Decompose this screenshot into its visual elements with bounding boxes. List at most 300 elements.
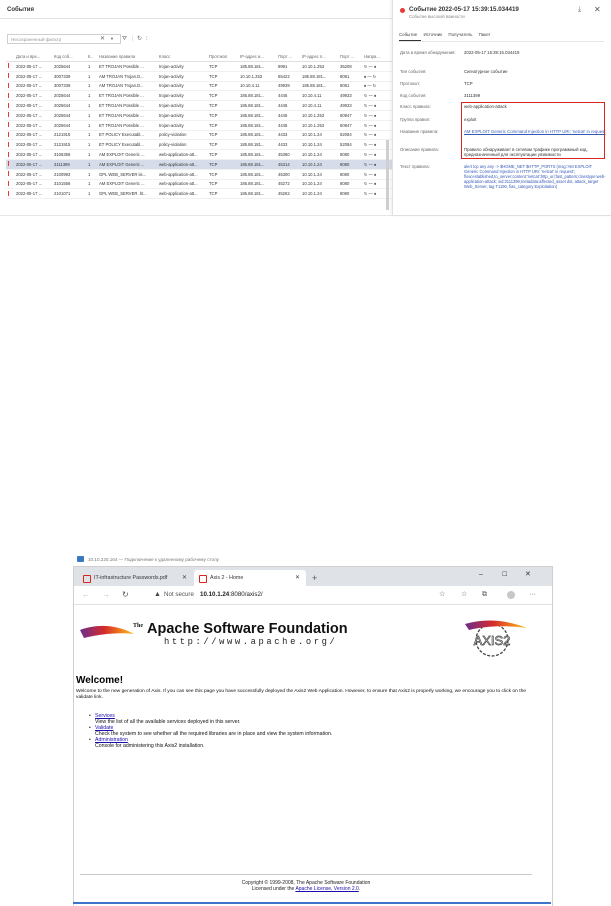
table-cell: ↻ — ♠	[362, 169, 392, 179]
remote-desktop-icon	[77, 556, 84, 562]
tab-title: IT-infrastructure Passwords.pdf	[94, 575, 168, 581]
table-row[interactable]	[6, 120, 392, 130]
tab-destination[interactable]: Получатель	[448, 32, 473, 37]
table-cell: 2022-05-17 ...	[14, 169, 52, 179]
table-cell: TCP	[207, 179, 238, 189]
severity-cell	[6, 91, 14, 101]
table-cell: 9991	[276, 62, 300, 72]
tab-axis2-home[interactable]	[194, 570, 306, 586]
severity-mark	[8, 122, 9, 127]
events-table	[6, 52, 392, 199]
table-cell: 45272	[276, 179, 300, 189]
table-cell: 2022-05-17 ...	[14, 150, 52, 160]
table-cell: 10.10.1.24	[300, 189, 338, 199]
table-cell: ♠ — ↻	[362, 71, 392, 81]
table-scrollbar[interactable]	[386, 140, 389, 210]
table-cell: 185.88.181...	[238, 159, 276, 169]
table-cell: 49933	[338, 101, 362, 111]
table-cell: 2022-05-17 ...	[14, 101, 52, 111]
url-path: :8080/axis2/	[229, 591, 263, 598]
table-cell: 1	[86, 101, 97, 111]
column-header[interactable]: Напра...	[362, 52, 392, 62]
table-cell: ↻ — ♠	[362, 101, 392, 111]
close-icon[interactable]: ✕	[594, 5, 601, 14]
link-description: Console for administering this Axis2 installation.	[95, 743, 205, 750]
chevron-down-icon[interactable]: ▼	[110, 36, 114, 41]
column-header[interactable]: Код соб...	[52, 52, 86, 62]
severity-mark	[8, 112, 9, 117]
asf-the: The	[133, 623, 144, 629]
table-cell: 2022-05-17 ...	[14, 120, 52, 130]
table-cell: 1	[86, 140, 97, 150]
table-cell: ♠ — ↻	[362, 81, 392, 91]
footer-bar	[73, 902, 551, 904]
event-title: Событие 2022-05-17 15:39:15.034419	[409, 6, 519, 13]
tab-event[interactable]: Событие	[399, 32, 418, 37]
table-cell: ↻ — ♠	[362, 110, 392, 120]
table-cell: web-application-att...	[157, 189, 207, 199]
table-cell: 2022-05-17 ...	[14, 110, 52, 120]
table-cell: web-application-att...	[157, 150, 207, 160]
bullet: •	[89, 713, 91, 719]
severity-cell	[6, 71, 14, 81]
table-cell: TCP	[207, 62, 238, 72]
table-cell: TCP	[207, 150, 238, 160]
severity-mark	[8, 73, 9, 78]
table-cell: 45360	[276, 150, 300, 160]
table-cell: 3106358	[52, 150, 86, 160]
tab-source[interactable]: Источник	[423, 32, 443, 37]
table-cell: web-application-att...	[157, 159, 207, 169]
asf-url: http://www.apache.org/	[164, 637, 338, 647]
severity-mark	[8, 161, 9, 166]
table-cell: TCP	[207, 159, 238, 169]
axis2-logo	[455, 616, 530, 660]
severity-column	[6, 52, 14, 62]
table-cell: 185.88.181...	[238, 91, 276, 101]
table-cell: trojan-activity	[157, 110, 207, 120]
table-cell: 3101556	[52, 179, 86, 189]
table-cell: 10.10.4.11	[238, 81, 276, 91]
table-cell: ↻ — ♠	[362, 62, 392, 72]
table-cell: TCP	[207, 120, 238, 130]
severity-cell	[6, 169, 14, 179]
active-tab-indicator	[399, 40, 421, 41]
field-label-event-code: Код события:	[400, 93, 427, 98]
field-label-rule-class: Класс правила:	[400, 104, 431, 109]
table-cell: ↻ — ♠	[362, 179, 392, 189]
severity-cell	[6, 101, 14, 111]
table-cell: 2025644	[52, 91, 86, 101]
favorite-star-icon[interactable]: ☆	[439, 591, 446, 598]
table-header	[6, 52, 392, 62]
table-cell: 2022-05-17 ...	[14, 179, 52, 189]
field-value-rule-group: exploit	[464, 117, 477, 122]
table-cell: 49933	[338, 91, 362, 101]
table-cell: 2025644	[52, 120, 86, 130]
license-line	[80, 886, 532, 892]
table-cell: ↻ — ♠	[362, 91, 392, 101]
table-cell: 1	[86, 71, 97, 81]
table-cell: 10.10.1.253	[300, 110, 338, 120]
table-cell: TCP	[207, 189, 238, 199]
table-cell: trojan-activity	[157, 62, 207, 72]
table-cell: 10.10.1.253	[238, 71, 276, 81]
table-cell: 2022-05-17 ...	[14, 130, 52, 140]
field-value-detect-time: 2022-05-17 15:39:15.034419	[464, 50, 520, 55]
services-link[interactable]: Services	[95, 713, 115, 719]
table-cell: 60947	[338, 110, 362, 120]
list-item	[89, 713, 332, 726]
table-cell: 1	[86, 91, 97, 101]
download-icon[interactable]: ⤓	[578, 6, 582, 13]
table-row[interactable]	[6, 159, 392, 169]
table-cell: 2022-05-17 ...	[14, 62, 52, 72]
detail-tabs	[399, 32, 496, 37]
tab-packet[interactable]: Пакет	[478, 32, 491, 37]
table-cell: TCP	[207, 130, 238, 140]
table-cell: 4445	[276, 101, 300, 111]
severity-mark	[8, 142, 9, 147]
table-cell: ET TROJAN Possible ...	[97, 120, 157, 130]
table-cell: 10.10.1.24	[300, 150, 338, 160]
severity-mark	[8, 191, 9, 196]
table-cell: 2022-05-17 ...	[14, 91, 52, 101]
table-cell: 4445	[276, 110, 300, 120]
table-cell: 65422	[276, 71, 300, 81]
table-cell: ↻ — ♠	[362, 120, 392, 130]
table-cell: 3111399	[52, 159, 86, 169]
axis2-logo-text: AXIS2	[473, 633, 511, 648]
table-cell: TCP	[207, 101, 238, 111]
columns-settings-icon[interactable]: ⫶	[146, 36, 148, 42]
table-cell: 185.88.181...	[238, 189, 276, 199]
back-icon[interactable]: ←	[82, 590, 90, 599]
table-cell: web-application-att...	[157, 169, 207, 179]
tab-title: Axis 2 - Home	[210, 575, 244, 581]
table-cell: 8080	[338, 150, 362, 160]
table-cell: TCP	[207, 169, 238, 179]
rule-name-link[interactable]: AM EXPLOIT Generic Command Injection in HTTP URI: 'netcat' in request	[464, 129, 606, 134]
field-label-protocol: Протокол:	[400, 81, 421, 86]
table-cell: TCP	[207, 110, 238, 120]
severity-cell	[6, 130, 14, 140]
table-cell: 185.88.181...	[238, 169, 276, 179]
table-cell: ↻ — ♠	[362, 159, 392, 169]
table-cell: 1	[86, 189, 97, 199]
table-cell: 4445	[276, 91, 300, 101]
table-cell: 2025644	[52, 110, 86, 120]
column-header[interactable]: Протокол	[207, 52, 238, 62]
table-cell: TCP	[207, 71, 238, 81]
severity-cell	[6, 110, 14, 120]
refresh-icon[interactable]: ↻	[137, 36, 143, 42]
table-cell: 45262	[276, 189, 300, 199]
table-cell: 1	[86, 150, 97, 160]
severity-mark	[8, 93, 9, 98]
new-tab-icon[interactable]: +	[312, 573, 318, 583]
field-value-protocol: TCP	[464, 81, 473, 86]
severity-mark	[8, 181, 9, 186]
field-value-rule-description: Правило обнаруживает в сетевом трафике программный код, предназначенный для эксплуатации уязвимости	[464, 147, 588, 158]
table-cell: 10.10.4.11	[300, 91, 338, 101]
table-cell: trojan-activity	[157, 101, 207, 111]
table-cell: 45314	[276, 159, 300, 169]
clear-filter-icon[interactable]: ✕	[100, 36, 106, 42]
asf-name: Apache Software Foundation	[147, 621, 348, 637]
column-header[interactable]: Название правила	[97, 52, 157, 62]
table-cell: policy-violation	[157, 130, 207, 140]
table-row[interactable]	[6, 189, 392, 199]
table-row[interactable]	[6, 130, 392, 140]
table-cell: ET POLICY Executabl...	[97, 130, 157, 140]
field-value-event-code: 3111399	[464, 93, 481, 98]
severity-cell	[6, 179, 14, 189]
table-cell: 8081	[338, 81, 362, 91]
column-header[interactable]: IP-адрес и...	[238, 52, 276, 62]
table-cell: 1	[86, 169, 97, 179]
table-cell: 185.88.181...	[238, 140, 276, 150]
table-cell: 49939	[276, 81, 300, 91]
warning-icon[interactable]: ▲	[154, 591, 161, 598]
table-cell: ET TROJAN Possible ...	[97, 101, 157, 111]
table-body	[6, 62, 392, 199]
table-cell: 185.88.181...	[238, 120, 276, 130]
table-row[interactable]	[6, 91, 392, 101]
funnel-icon[interactable]: ⛛	[122, 36, 128, 42]
table-cell: 10.10.1.24	[300, 140, 338, 150]
table-row[interactable]	[6, 169, 392, 179]
links-list	[89, 713, 333, 750]
table-cell: 60947	[338, 120, 362, 130]
column-header[interactable]: Порт ...	[338, 52, 362, 62]
table-cell: 1	[86, 159, 97, 169]
severity-cell	[6, 159, 14, 169]
table-row[interactable]	[6, 179, 392, 189]
column-header[interactable]: К..	[86, 52, 97, 62]
column-header[interactable]: IP-адрес п...	[300, 52, 338, 62]
table-cell: 8081	[338, 71, 362, 81]
license-suffix: .	[358, 886, 361, 893]
table-cell: ET TROJAN Possible ...	[97, 110, 157, 120]
table-cell: 10.10.1.253	[300, 120, 338, 130]
severity-mark	[8, 152, 9, 157]
severity-cell	[6, 189, 14, 199]
table-cell: 2121915	[52, 140, 86, 150]
severity-cell	[6, 140, 14, 150]
table-cell: AM TROJAN Trojan.D...	[97, 81, 157, 91]
page-title: События	[7, 7, 34, 13]
table-cell: 4445	[276, 120, 300, 130]
table-cell: trojan-activity	[157, 91, 207, 101]
divider	[0, 18, 392, 19]
table-cell: AM EXPLOIT Generic ...	[97, 159, 157, 169]
table-cell: 52084	[338, 140, 362, 150]
table-cell: 10.10.4.11	[300, 101, 338, 111]
table-cell: TCP	[207, 91, 238, 101]
collections-icon[interactable]: ⧉	[482, 591, 487, 598]
column-header[interactable]: Класс	[157, 52, 207, 62]
table-cell: 10.10.1.24	[300, 169, 338, 179]
close-tab-icon[interactable]: ✕	[182, 575, 188, 581]
table-cell: 2022-05-17 ...	[14, 71, 52, 81]
table-cell: 2100993	[52, 169, 86, 179]
link-description: Check the system to see whether all the required libraries are in place and view the system information.	[95, 731, 333, 738]
table-cell: 2025644	[52, 62, 86, 72]
field-label-rule-name: Название правила:	[400, 129, 439, 134]
validate-link[interactable]: Validate	[95, 725, 114, 732]
table-cell: 185.88.181...	[238, 110, 276, 120]
table-cell: GPL WEB_SERVER iis...	[97, 169, 157, 179]
separator: |	[132, 36, 134, 42]
table-cell: 8080	[338, 179, 362, 189]
table-cell: 52084	[338, 130, 362, 140]
administration-link[interactable]: Administration	[95, 737, 128, 744]
field-label-rule-text: Текст правила:	[400, 164, 430, 169]
field-label-event-type: Тип события:	[400, 69, 427, 74]
table-cell: 185.88.181...	[238, 179, 276, 189]
table-cell: 8080	[338, 159, 362, 169]
table-cell: TCP	[207, 140, 238, 150]
welcome-heading: Welcome!	[76, 675, 124, 686]
table-cell: AM TROJAN Trojan.D...	[97, 71, 157, 81]
table-cell: 185.88.181...	[238, 150, 276, 160]
table-cell: ↻ — ♠	[362, 140, 392, 150]
table-cell: web-application-att...	[157, 179, 207, 189]
severity-indicator	[400, 8, 405, 13]
table-cell: 1	[86, 110, 97, 120]
footer	[80, 880, 532, 892]
table-cell: 8080	[338, 169, 362, 179]
column-header[interactable]: Дата и вре...	[14, 52, 52, 62]
table-cell: 10.10.1.24	[300, 130, 338, 140]
table-cell: 35208	[338, 62, 362, 72]
table-cell: ↻ — ♠	[362, 130, 392, 140]
table-cell: 2025644	[52, 101, 86, 111]
table-cell: 10.10.1.253	[300, 62, 338, 72]
table-cell: 1	[86, 81, 97, 91]
not-secure-label[interactable]: Not secure	[164, 591, 194, 598]
list-item	[89, 725, 333, 738]
more-options-icon[interactable]: ···	[529, 591, 536, 598]
link-description: View the list of all the available services deployed in this server.	[95, 719, 241, 726]
table-cell: trojan-activity	[157, 81, 207, 91]
table-cell: TCP	[207, 81, 238, 91]
column-header[interactable]: Порт ...	[276, 52, 300, 62]
url-host: 10.10.1.24	[200, 591, 230, 598]
table-cell: 185.88.181...	[300, 81, 338, 91]
event-subtitle: Событие высокой важности	[409, 14, 465, 19]
table-cell: ET TROJAN Possible ...	[97, 91, 157, 101]
list-item	[89, 737, 332, 750]
table-cell: GPL WEB_SERVER .ht...	[97, 189, 157, 199]
table-cell: 4433	[276, 130, 300, 140]
table-cell: ↻ — ♠	[362, 189, 392, 199]
favorites-icon[interactable]: ☆	[461, 591, 468, 598]
intro-paragraph: Welcome to the new generation of Axis. If you can see this page you have successfully deployed the Axis2 Web Application. However, to ensure that Axis2 is properly working, we encourage you to click on the validate link.	[76, 689, 527, 700]
rdp-window-title: 10.10.220.164 — Подключение к удаленному рабочему столу	[88, 557, 219, 562]
tab-pdf[interactable]	[78, 570, 192, 586]
table-cell: policy-violation	[157, 140, 207, 150]
severity-mark	[8, 103, 9, 108]
table-cell: 45300	[276, 169, 300, 179]
table-cell: 10.10.1.24	[300, 159, 338, 169]
bullet: •	[89, 725, 91, 732]
severity-cell	[6, 150, 14, 160]
table-cell: 185.88.181...	[238, 130, 276, 140]
field-label-detect-time: Дата и время обнаружения:	[400, 50, 456, 55]
maximize-icon[interactable]: ☐	[502, 572, 508, 578]
footer-divider	[80, 874, 532, 875]
severity-mark	[8, 83, 9, 88]
table-cell: 1	[86, 130, 97, 140]
table-row[interactable]	[6, 150, 392, 160]
table-cell: 185.88.181...	[238, 101, 276, 111]
severity-cell	[6, 120, 14, 130]
table-cell: ET POLICY Executabl...	[97, 140, 157, 150]
filter-input[interactable]: Несохраненный фильтр	[7, 34, 121, 44]
minimize-icon[interactable]: –	[479, 571, 483, 578]
table-cell: 1	[86, 62, 97, 72]
table-row[interactable]	[6, 81, 392, 91]
table-row[interactable]	[6, 71, 392, 81]
table-cell: 8080	[338, 189, 362, 199]
table-cell: 10.10.1.24	[300, 179, 338, 189]
table-cell: 1	[86, 120, 97, 130]
address-bar[interactable]	[200, 586, 263, 604]
profile-avatar[interactable]	[507, 591, 515, 599]
table-cell: AM EXPLOIT Generic ...	[97, 150, 157, 160]
browser-toolbar	[74, 586, 552, 605]
table-cell: ↻ — ♠	[362, 150, 392, 160]
table-cell: 185.88.181...	[300, 71, 338, 81]
reload-icon[interactable]: ↻	[122, 590, 129, 599]
table-row[interactable]	[6, 140, 392, 150]
forward-icon[interactable]: →	[102, 590, 110, 599]
apache-license-link[interactable]: Apache License, Version 2.0	[295, 886, 359, 893]
table-cell: 2022-05-17 ...	[14, 140, 52, 150]
table-cell: 4433	[276, 140, 300, 150]
table-row[interactable]	[6, 101, 392, 111]
table-cell: 1	[86, 179, 97, 189]
axis2-favicon-icon	[199, 575, 207, 583]
close-tab-icon[interactable]: ✕	[295, 575, 301, 581]
severity-cell	[6, 62, 14, 72]
table-cell: 185.88.181...	[238, 62, 276, 72]
close-window-icon[interactable]: ✕	[525, 571, 531, 578]
severity-cell	[6, 81, 14, 91]
divider	[399, 41, 604, 42]
table-cell: trojan-activity	[157, 71, 207, 81]
table-row[interactable]	[6, 110, 392, 120]
highlight-box	[461, 102, 605, 159]
field-value-event-type: Сигнатурное событие	[464, 69, 508, 74]
table-cell: 2022-05-17 ...	[14, 159, 52, 169]
license-prefix: Licensed under the	[251, 886, 295, 893]
severity-mark	[8, 63, 9, 68]
copyright: Copyright © 1999-2008, The Apache Software Foundation	[241, 880, 371, 886]
table-cell: 2022-05-17 ...	[14, 81, 52, 91]
bullet: •	[89, 737, 91, 744]
table-cell: 2022-05-17 ...	[14, 189, 52, 199]
table-cell: AM EXPLOIT Generic ...	[97, 179, 157, 189]
table-cell: 2121915	[52, 130, 86, 140]
table-row[interactable]	[6, 62, 392, 72]
severity-mark	[8, 171, 9, 176]
table-cell: 2101071	[52, 189, 86, 199]
table-cell: 3007339	[52, 71, 86, 81]
event-detail-pane	[392, 0, 611, 215]
